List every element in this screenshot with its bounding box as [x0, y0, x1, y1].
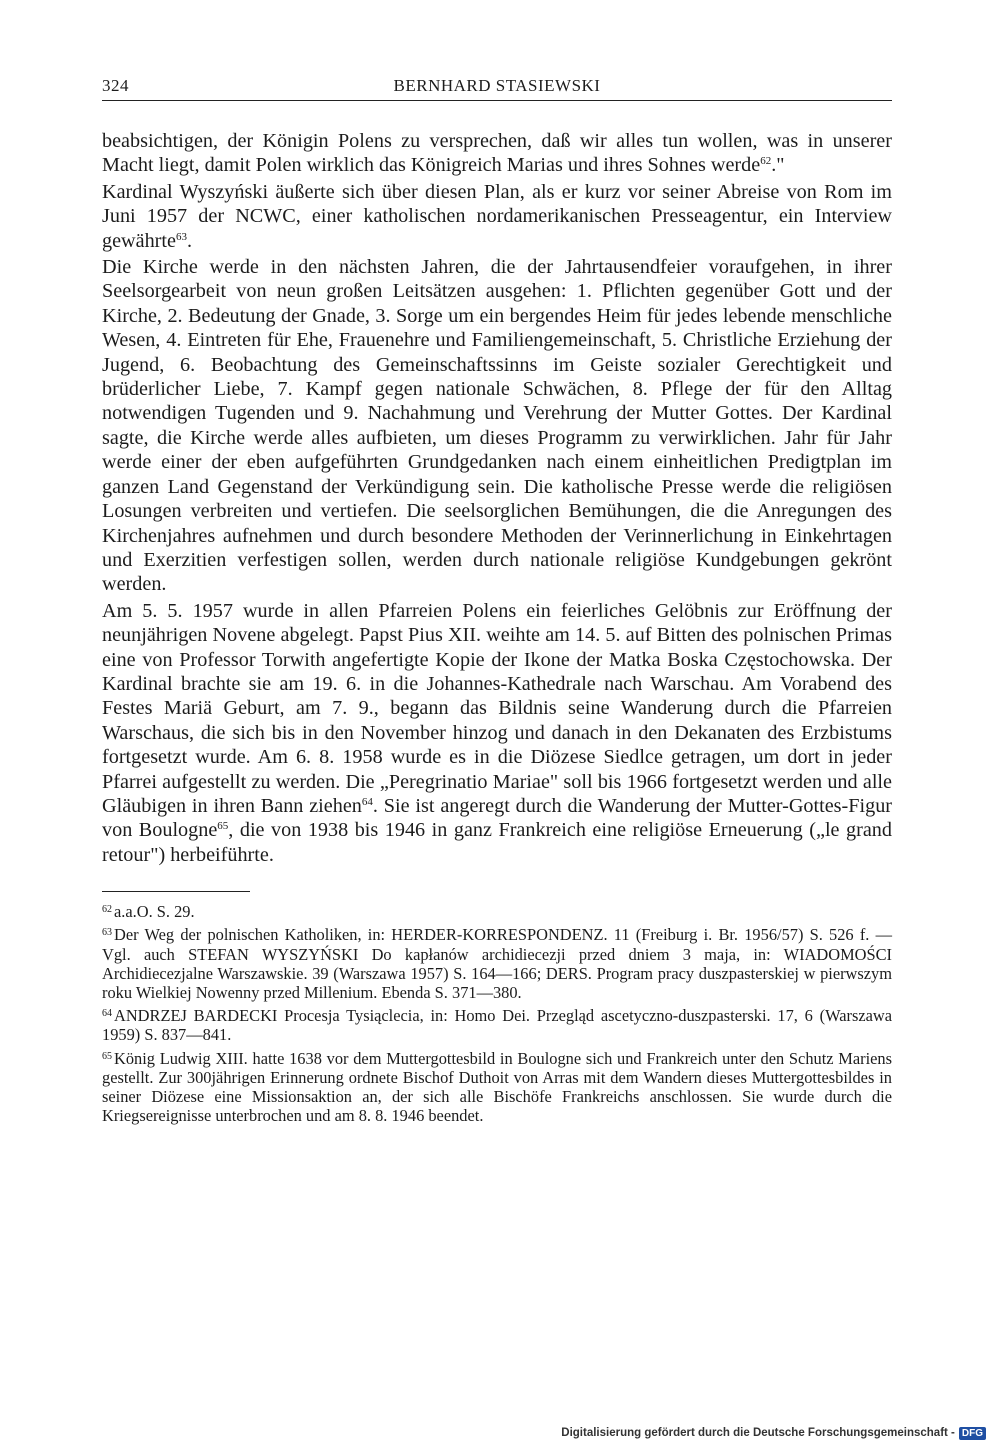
footnote-text: König Ludwig XIII. hatte 1638 vor dem Muttergottesbild in Boulogne sich und Frankreich unter den Schutz Mariens gestellt. Zur 300jährigen Erinnerung ordnete Bischof Duthoit von Arras mit dem Wandern dieses Muttergottesbildes in seiner Diözese eine Missionsaktion an, der sich alle Bischöfe Frankreichs anschlossen. Sie wurde durch die Kriegsereignisse unterbrochen und am 8. 8. 1946 beendet. [102, 1048, 892, 1126]
paragraph-1-tail: ." [771, 154, 785, 177]
paragraph-2-tail: . [186, 229, 193, 252]
paragraph-3: Die Kirche werde in den nächsten Jahren, die der Jahrtausendfeier voraufgehen, in ihrer Seelsorgearbeit von neun großen Leitsätzen ausgehen: 1. Pflichten gegenüber Gott und der Kirche, 2. Bedeutung der Gnade, 3. Sorge um ein bergendes Heim für jedes lebende menschliche Wesen, 4. Eintreten für Ehe, Frauenehre und Familiengemeinschaft, 5. Christliche Erziehung der Jugend, 6. Beobachtung des Gemeinschaftssinns im Geiste sozialer Gerechtigkeit und brüderlicher Liebe, 7. Kampf gegen nationale Schwächen, 8. Pflege der für den Alltag notwendigen Tugenden und 9. Nachahmung und Verehrung der Mutter Gottes. Der Kardinal sagte, die Kirche werde alles aufbieten, um dieses Programm zu verwirklichen. Jahr für Jahr werde einer der eben aufgeführten Grundgedanken nach einem einheitlichen Predigtplan im ganzen Land Gegenstand der Verkündigung sein. Die katholische Presse werde die religiösen Losungen verbreiten und vertiefen. Die seelsorglichen Bemühungen, die die Anregungen des Kirchenjahres aufnehmen und durch besondere Methoden der Verinnerlichung in Einkehrtagen und Exerzitien verfestigen sollen, werden durch nationale religiöse Kundgebungen gekrönt werden. [102, 256, 892, 596]
footnote-text: Der Weg der polnischen Katholiken, in: HERDER-KORRESPONDENZ. 11 (Freiburg i. Br. 1956/57) S. 526 f. — Vgl. auch STEFAN WYSZYŃSKI Do kapłanów archidiecezji przed dniem 3 maja, in: WIADOMOŚCI Archidiecezjalne Warszawskie. 39 (Warszawa 1957) S. 164—166; DERS. Program pracy duszpasterskiej w pierwszym roku Wielkiej Nowenny przed Millenium. Ebenda S. 371—380. [102, 925, 892, 1002]
paragraph-4-tail: , die von 1938 bis 1946 in ganz Frankreich eine religiöse Erneuerung („le grand retour") herbeiführte. [102, 819, 892, 866]
running-title: BERNHARD STASIEWSKI [393, 76, 601, 95]
footnote-65 [102, 1049, 892, 1126]
dfg-logo-icon: DFG [959, 1427, 986, 1440]
footnote-number: 63 [102, 927, 112, 939]
footnote-ref-64: 64 [361, 795, 373, 808]
footnote-number: 62 [102, 904, 112, 916]
footnote-number: 64 [102, 1008, 112, 1020]
credit-text: Digitalisierung gefördert durch die Deutsche Forschungsgemeinschaft - [561, 1427, 955, 1439]
paragraph-2-text: Kardinal Wyszyński äußerte sich über diesen Plan, als er kurz vor seiner Abreise von Rom im Juni 1957 der NCWC, einer katholischen nordamerikanischen Presseagentur, ein Interview gewährte [102, 180, 892, 252]
paragraph-4 [102, 599, 892, 867]
paragraph-4-mid: . Sie ist angeregt durch die Wanderung der Mutter-Gottes-Figur von Boulogne [102, 794, 893, 842]
footnote-number: 65 [102, 1050, 112, 1062]
footnote-62 [102, 902, 892, 921]
footnote-ref-65: 65 [217, 820, 229, 833]
page-content [102, 72, 892, 1125]
page-number: 324 [102, 76, 129, 95]
footnote-rule [102, 891, 250, 892]
footnote-63 [102, 925, 892, 1002]
paragraph-4-text: Am 5. 5. 1957 wurde in allen Pfarreien Polens ein feierliches Gelöbnis zur Eröffnung der neunjährigen Novene abgelegt. Papst Pius XII. weihte am 14. 5. auf Bitten des polnischen Primas eine von Professor Torwith angefertigte Kopie der Ikone der Matka Boska Częstochowska. Der Kardinal brachte sie am 19. 6. in die Johannes-Kathedrale nach Warschau. Am Vorabend des Festes Mariä Geburt, am 7. 9., begann das Bildnis seine Wanderung durch die Pfarreien Warschaus, die sich bis in den November hinzog und danach in den Dekanaten des Erzbistums fortgesetzt wurde. Am 6. 8. 1958 wurde es in die Diözese Siedlce getragen, um dort in jeder Pfarrei aufgestellt zu werden. Die „Peregrinatio Mariae" soll bis 1966 fortgesetzt werden und alle Gläubigen in ihren Bann ziehen [102, 599, 892, 817]
footnote-ref-62: 62 [760, 155, 772, 168]
paragraph-1-text: beabsichtigen, der Königin Polens zu versprechen, daß wir alles tun wollen, was in unserer Macht liegt, damit Polen wirklich das Königreich Marias und ihres Sohnes werde [102, 130, 892, 177]
paragraph-1 [102, 129, 892, 178]
running-header [102, 72, 892, 98]
digitization-credit [561, 1423, 986, 1443]
footnote-ref-63: 63 [175, 230, 187, 243]
header-rule [102, 100, 892, 101]
footnote-64 [102, 1006, 892, 1044]
footnote-text: ANDRZEJ BARDECKI Procesja Tysiąclecia, in: Homo Dei. Przegląd ascetyczno-duszpasterski. 17, 6 (Warszawa 1959) S. 837—841. [102, 1006, 892, 1045]
footnote-text: a.a.O. S. 29. [114, 902, 195, 922]
footnotes [102, 902, 892, 1125]
main-text [102, 129, 892, 867]
paragraph-2 [102, 180, 892, 253]
